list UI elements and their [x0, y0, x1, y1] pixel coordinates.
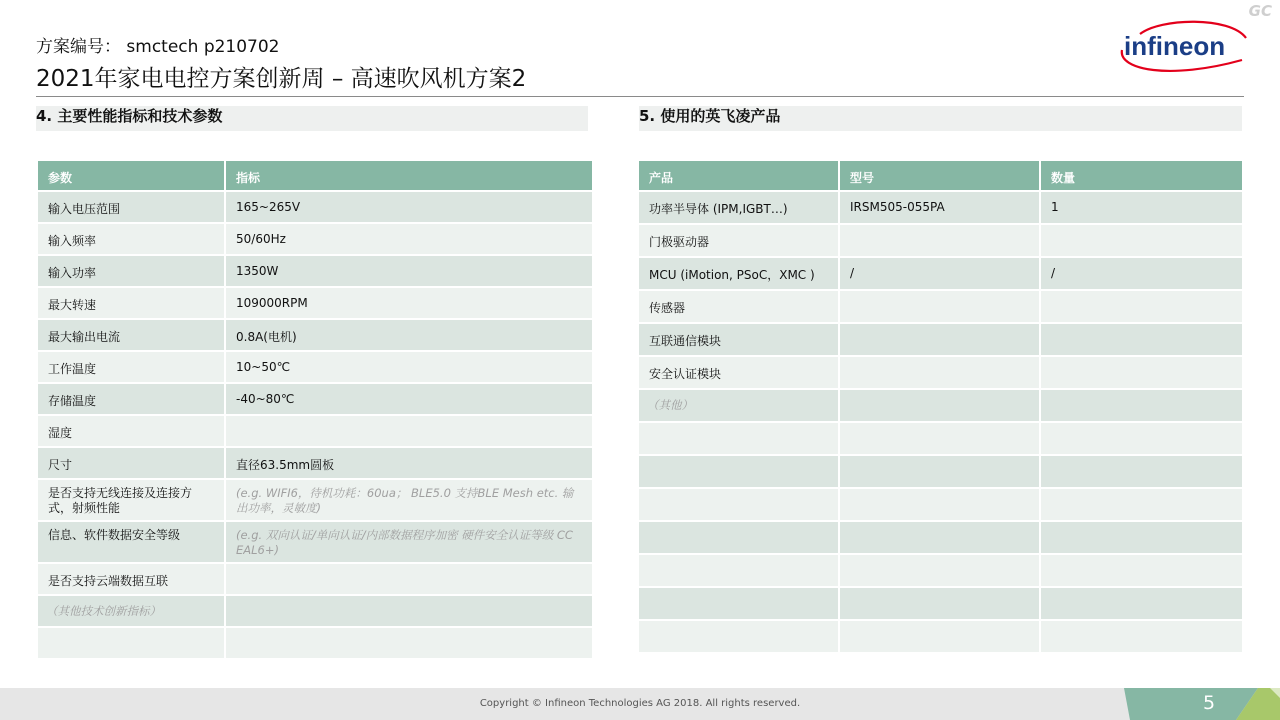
product-cell: 互联通信模块 [639, 324, 840, 357]
copyright-text: Copyright © Infineon Technologies AG 2018. All rights reserved. [479, 698, 801, 709]
quantity-cell [1041, 225, 1242, 258]
section-4-heading: 4. 主要性能指标和技术参数 [36, 106, 588, 131]
table-row [639, 456, 1242, 489]
value-cell: (e.g. 双向认证/单向认证/内部数据程序加密 硬件安全认证等级 CC EAL6+) [226, 522, 592, 564]
product-cell [639, 456, 840, 489]
table-row [38, 628, 592, 660]
model-cell: IRSM505-055PA [840, 192, 1041, 225]
table-row [38, 320, 592, 352]
quantity-cell [1041, 456, 1242, 489]
quantity-cell [1041, 588, 1242, 621]
param-cell: 是否支持云端数据互联 [38, 564, 226, 596]
table-row [639, 324, 1242, 357]
product-cell: 功率半导体 (IPM,IGBT…) [639, 192, 840, 225]
table-row [38, 416, 592, 448]
param-cell [38, 628, 226, 660]
model-cell [840, 324, 1041, 357]
table-row [38, 192, 592, 224]
column-header: 指标 [226, 161, 592, 192]
table-row [639, 423, 1242, 456]
model-cell [840, 225, 1041, 258]
table-row [38, 224, 592, 256]
table-row [38, 288, 592, 320]
table-row [38, 384, 592, 416]
param-cell: 是否支持无线连接及连接方式，射频性能 [38, 480, 226, 522]
table-row [38, 564, 592, 596]
model-cell: / [840, 258, 1041, 291]
value-cell: 直径63.5mm圆板 [226, 448, 592, 480]
model-cell [840, 390, 1041, 423]
product-cell [639, 621, 840, 654]
product-cell: 传感器 [639, 291, 840, 324]
table-row [639, 192, 1242, 225]
table-row [639, 258, 1242, 291]
product-cell [639, 555, 840, 588]
param-cell: 湿度 [38, 416, 226, 448]
section-5-heading: 5. 使用的英飞凌产品 [639, 106, 1242, 131]
quantity-cell [1041, 621, 1242, 654]
model-cell [840, 588, 1041, 621]
model-cell [840, 555, 1041, 588]
quantity-cell [1041, 390, 1242, 423]
table-row [639, 390, 1242, 423]
page-number: 5 [1202, 692, 1216, 714]
quantity-cell: / [1041, 258, 1242, 291]
column-header: 型号 [840, 161, 1041, 192]
value-cell [226, 416, 592, 448]
spec-table [38, 161, 592, 660]
value-cell: 10~50℃ [226, 352, 592, 384]
table-row [639, 489, 1242, 522]
model-cell [840, 423, 1041, 456]
table-row [639, 522, 1242, 555]
product-cell: 门极驱动器 [639, 225, 840, 258]
table-row [38, 352, 592, 384]
param-cell: 最大转速 [38, 288, 226, 320]
param-cell: 输入电压范围 [38, 192, 226, 224]
product-cell [639, 423, 840, 456]
param-cell: 信息、软件数据安全等级 [38, 522, 226, 564]
quantity-cell [1041, 489, 1242, 522]
model-cell [840, 357, 1041, 390]
table-row [639, 291, 1242, 324]
value-cell: 109000RPM [226, 288, 592, 320]
logo-text: infineon [1124, 31, 1226, 61]
title-divider [36, 96, 1244, 97]
value-cell: 50/60Hz [226, 224, 592, 256]
watermark-gc: GC [1248, 2, 1272, 20]
table-row [38, 256, 592, 288]
model-cell [840, 291, 1041, 324]
page-title: 2021年家电电控方案创新周 – 高速吹风机方案2 [36, 66, 527, 92]
column-header: 产品 [639, 161, 840, 192]
quantity-cell [1041, 423, 1242, 456]
product-cell: MCU (iMotion, PSoC，XMC ) [639, 258, 840, 291]
column-header: 数量 [1041, 161, 1242, 192]
product-cell [639, 522, 840, 555]
table-row [639, 357, 1242, 390]
table-row [38, 522, 592, 564]
footer-teal-shape [1124, 688, 1258, 720]
quantity-cell [1041, 291, 1242, 324]
product-cell [639, 588, 840, 621]
param-cell: 输入功率 [38, 256, 226, 288]
param-cell: 输入频率 [38, 224, 226, 256]
table-row [639, 555, 1242, 588]
model-cell [840, 522, 1041, 555]
table-row [38, 596, 592, 628]
plan-id: 方案编号： smctech p210702 [36, 37, 280, 57]
value-cell: 1350W [226, 256, 592, 288]
quantity-cell [1041, 522, 1242, 555]
quantity-cell: 1 [1041, 192, 1242, 225]
table-row [639, 225, 1242, 258]
product-cell [639, 489, 840, 522]
table-header-row [38, 161, 592, 192]
param-cell: （其他技术创新指标） [38, 596, 226, 628]
model-cell [840, 456, 1041, 489]
param-cell: 工作温度 [38, 352, 226, 384]
param-cell: 尺寸 [38, 448, 226, 480]
value-cell [226, 564, 592, 596]
product-table [639, 161, 1242, 654]
quantity-cell [1041, 357, 1242, 390]
value-cell: (e.g. WIFI6，待机功耗：60ua； BLE5.0 支持BLE Mesh etc. 输出功率，灵敏度) [226, 480, 592, 522]
value-cell [226, 596, 592, 628]
column-header: 参数 [38, 161, 226, 192]
table-header-row [639, 161, 1242, 192]
model-cell [840, 489, 1041, 522]
table-row [639, 588, 1242, 621]
table-row [639, 621, 1242, 654]
value-cell: 0.8A(电机) [226, 320, 592, 352]
table-row [38, 448, 592, 480]
quantity-cell [1041, 555, 1242, 588]
value-cell: -40~80℃ [226, 384, 592, 416]
value-cell [226, 628, 592, 660]
model-cell [840, 621, 1041, 654]
infineon-logo [1110, 16, 1250, 80]
param-cell: 最大输出电流 [38, 320, 226, 352]
product-cell: （其他） [639, 390, 840, 423]
value-cell: 165~265V [226, 192, 592, 224]
product-cell: 安全认证模块 [639, 357, 840, 390]
quantity-cell [1041, 324, 1242, 357]
param-cell: 存储温度 [38, 384, 226, 416]
table-row [38, 480, 592, 522]
